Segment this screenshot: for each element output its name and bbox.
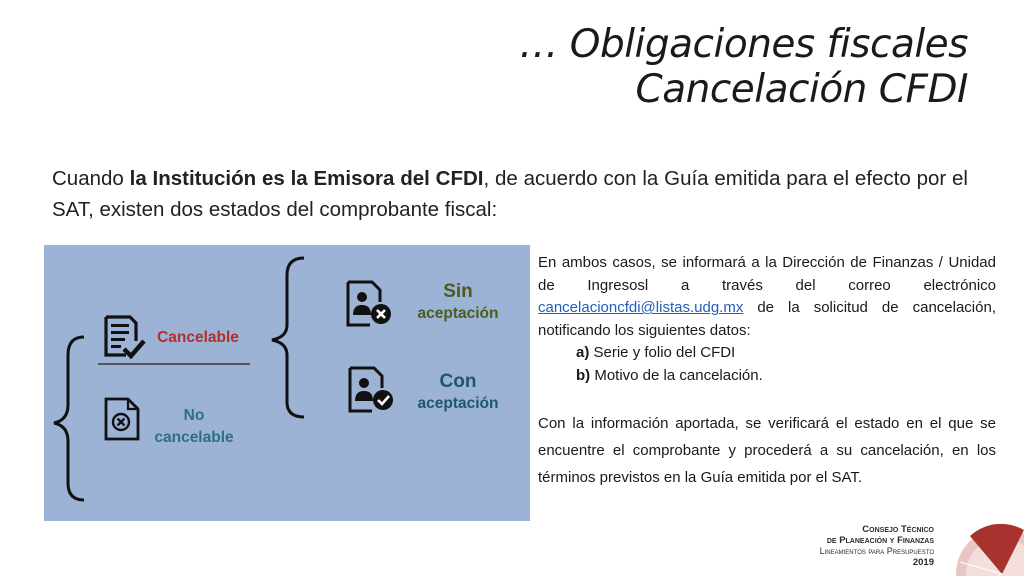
list-item-a	[538, 342, 996, 365]
left-brace	[54, 337, 84, 500]
side-paragraph-1	[538, 252, 996, 342]
slide-title	[519, 22, 968, 112]
title-line-1: … Obligaciones fiscales	[519, 22, 968, 67]
intro-paragraph	[52, 163, 968, 225]
document-check-icon	[102, 313, 148, 361]
document-x-icon	[102, 395, 142, 443]
intro-text-1: Cuando	[52, 167, 130, 190]
footer-line-4: 2019	[912, 557, 934, 568]
side-p1-a: En ambos casos, se informará a la Dirección de Finanzas / Unidad de Ingresosl a través del correo electrónico	[538, 254, 996, 294]
label-no-cancelable	[142, 405, 246, 449]
label-sin-aceptacion-text: aceptación	[417, 305, 499, 322]
side-text	[538, 252, 996, 491]
intro-bold: la Institución es la Emisora del CFDI	[129, 167, 484, 190]
item-a-label: a)	[576, 344, 590, 362]
footer-line-3: Lineamientos para Presupuesto	[819, 546, 934, 556]
title-line-2: Cancelación CFDI	[635, 67, 968, 112]
label-cancelable-2: cancelable	[154, 429, 234, 446]
label-cancelable: Cancelable	[157, 329, 239, 346]
user-doc-check-icon	[346, 365, 396, 415]
email-link[interactable]: cancelacioncfdi@listas.udg.mx	[538, 299, 744, 317]
label-con: Con	[439, 371, 477, 392]
side-p1-b: de la solicitud de cancelación, notificando los siguientes datos:	[538, 299, 996, 339]
intro-text-2: , de acuerdo con la Guía emitida para el efecto por el SAT, existen dos estados del comprobante fiscal:	[52, 167, 968, 221]
footer-line-1: Consejo Técnico	[862, 524, 934, 535]
label-con-aceptacion	[410, 371, 506, 415]
user-doc-x-icon	[344, 279, 394, 329]
label-no: No	[183, 407, 205, 424]
right-brace	[272, 258, 304, 417]
label-sin: Sin	[443, 281, 473, 302]
side-paragraph-2: Con la información aportada, se verificará el estado en el que se encuentre el comprobante y procederá a su cancelación, en los términos previstos en la Guía emitida por el SAT.	[538, 414, 996, 486]
list-item-b	[538, 365, 996, 388]
cfdi-status-diagram	[44, 245, 530, 521]
label-con-aceptacion-text: aceptación	[417, 395, 499, 412]
item-b-text: Motivo de la cancelación.	[590, 366, 763, 384]
item-b-label: b)	[576, 366, 591, 384]
label-sin-aceptacion	[410, 281, 506, 325]
footer-line-2: de Planeación y Finanzas	[826, 535, 934, 546]
council-logo-icon	[790, 522, 1024, 576]
item-a-text: Serie y folio del CFDI	[589, 344, 736, 362]
